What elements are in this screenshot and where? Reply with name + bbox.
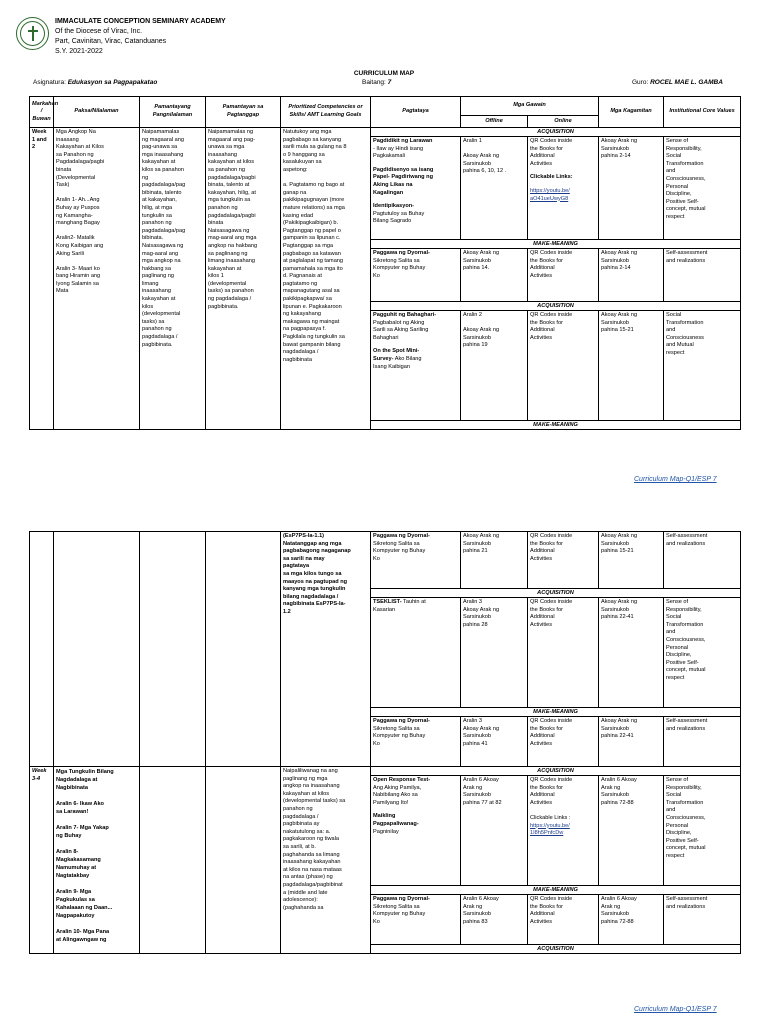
document-title: CURRICULUM MAP (353, 70, 415, 77)
pagtataya-text: - Ilaw ay Hindi isang Pagkakamali (373, 145, 424, 160)
header-prioritized-competencies: Prioritized Competencies or Skills/ AMT Learning Goals (281, 97, 371, 128)
pagtataya-title: Identipikasyon- (373, 203, 415, 210)
school-address: Part, Cavinitan, Virac, Catanduanes (55, 38, 167, 45)
offline-cell: Aralin 6 Akoay Arak ng Sarsinukob pahina 77 at 82 (461, 776, 528, 886)
offline-cell: Aralin 2 Akoay Arak ng Sarsinukob pahina 19 (461, 311, 528, 421)
core-values-cell: Social Transformation and Consciousness and Mutual respect (664, 311, 741, 421)
pagtataya-text: Sikretong Salita sa Kompyuter ng Buhay Ko (373, 903, 426, 925)
offline-cell: Aralin 3 Akoay Arak ng Sarsinukob pahina 41 (461, 717, 528, 767)
youtube-link[interactable]: https://youtu.be/ 1I8h5PnfcDw (530, 822, 570, 837)
curriculum-map-table-page1 (29, 96, 741, 430)
pagtataya-title: Paggawa ng Dyornal- (373, 250, 430, 256)
competency-code: (EsP7PS-Ia-1.1) Natatanggap ang mga pagbabagong nagaganap sa sarili na may pagtataya sa mga kilos tungo sa maayos na pagtupad ng kanyang mga tungkulin bilang nagdadalaga / nagbibinata EsP7PS-Ia- 1.2 (283, 533, 351, 615)
pagtataya-cell (371, 311, 461, 421)
pagtataya-text: Sikretong Salita sa Kompyuter ng Buhay Ko (373, 540, 426, 562)
grade-line (362, 79, 391, 86)
core-values-cell: Sense of Responsibility, Social Transformation and Consciousness, Personal Discipline, Positive Self- concept, mutual respect (664, 776, 741, 886)
core-values-cell: Self-assessment and realizations (664, 895, 741, 945)
prioritized-competencies-cell (281, 532, 371, 767)
school-year: S.Y. 2021-2022 (55, 48, 103, 55)
pagtataya-title: Open Response Test- (373, 777, 431, 783)
paksa-cell-empty (54, 532, 140, 767)
pagtataya-cell (371, 137, 461, 240)
kagamitan-cell: Aralin 6 Akoay Arak ng Sarsinukob pahina 72-88 (599, 895, 664, 945)
subject-label: Asignatura: (33, 79, 66, 86)
subject-line (33, 79, 157, 86)
online-cell: QR Codes inside the Books for Additional Activities (528, 895, 599, 945)
core-values-cell: Sense of Responsibility, Social Transformation and Consciousness, Personal Discipline, Positive Self- concept, mutual respect (664, 598, 741, 708)
pagtataya-text: Pagbabalot ng Aking Sarili sa Aking Sariling Bahaghari (373, 319, 429, 341)
header-core-values: Institutional Core Values (664, 97, 741, 128)
header-pamantayang-pangnilalaman: Pamantayang Pangnilalaman (140, 97, 206, 128)
pagtataya-cell (371, 895, 461, 945)
pamantayang-pangnilalaman-cell: Naipamamalas ng magaaral ang pag-unawa sa mga inaasahang kakayahan at kilos sa panahon ng pagdadalaga/pag bibinata, talento at kakayahan, hilig, at mga tungkulin sa panahon ng pagdadalaga/pag bibinata. Naisasagawa ng mag-aaral ang mga angkop na hakbang sa paglinang ng limang inaasahang kakayahan at kilos (developmental tasks) sa panahon ng pagdadalaga / pagbibinata. (140, 128, 206, 430)
teacher-value: ROCEL MAE L. GAMBA (650, 79, 723, 86)
offline-cell: Aralin 3 Akoay Arak ng Sarsinukob pahina 28 (461, 598, 528, 708)
online-cell: QR Codes inside the Books for Additional Activities (528, 249, 599, 302)
header-markahan: Markahan / Buwan (30, 97, 54, 128)
header-pagtataya: Pagtataya (371, 97, 461, 128)
pagtataya-title: On the Spot Mini- Survey- (373, 348, 420, 362)
prioritized-competencies-cell: Natutukoy ang mga pagbabago sa kanyang sarili mula sa gulang na 8 o 9 hanggang sa kasalukuyan sa aspetong: a. Pagtatamo ng bago at ganap na pakikipagugnayan (more mature relations) sa mga kasing edad (Pakikipagkaibigan) b. Pagtanggap ng papel o gampanin sa lipunan c. Pagtanggap sa mga pagbabago sa katawan at paglalapat ng tamang pamamahala sa mga ito d. Pagnanais at pagtatamo ng mapanagutang asal sa pakikipagkapwa/ sa lipunan e. Pagkakaroon ng kakayahang makagawa ng maingat na pagpapasya f. Pagkilala ng tungkulin sa bawat gampanin bilang nagdadalaga / nagbibinata (281, 128, 371, 430)
online-cell: QR Codes inside the Books for Additional Activities (528, 598, 599, 708)
offline-cell: Akoay Arak ng Sarsinukob pahina 14. (461, 249, 528, 302)
subject-value: Edukasyon sa Pagpapakatao (67, 79, 158, 86)
paksa-cell: Mga Tungkulin Bilang Nagdadalaga at Nagbibinata Aralin 6- Ikaw Ako sa Larawan! Aralin 7- Mga Yakap ng Buhay Aralin 8- Magkakasamang Namumuhay at Nagtatakbay Aralin 9- Mga Pagkukulas sa Kahalaaan ng Daan... Nagpapakutoy Aralin 10- Mga Pana at Alingawngaw ng (54, 767, 140, 954)
pagtataya-text: Pagninilay (373, 828, 399, 835)
pagtanggap-cell-empty (206, 767, 281, 954)
pagtataya-text: Ako Bilang Isang Kaibigan (373, 355, 422, 370)
offline-cell: Aralin 1 Akoay Arak ng Sarsinukob pahina 6, 10, 12 . (461, 137, 528, 240)
teacher-label: Guro: (632, 79, 649, 86)
pagtataya-cell (371, 776, 461, 886)
core-values-cell: Self-assessment and realizations (664, 249, 741, 302)
pagtataya-cell (371, 532, 461, 589)
pagtataya-title: Paggawa ng Dyornal- (373, 533, 430, 539)
pagtataya-text: Sikretong Salita sa Kompyuter ng Buhay Ko (373, 257, 426, 279)
pagtataya-title: Maikling Pagpapaliwanag- (373, 813, 419, 827)
online-text: QR Codes inside the Books for Additional Activities Clickable Links : (530, 777, 573, 821)
pamantayan-sa-pagtanggap-cell: Naipamamalas ng magaaral ang pag- unawa sa mga inaasahang kakayahan at kilos sa panahon ng pagdadalaga/pagbi binata, talento at kakayahan, hilig, at mga tungkulin sa panahon ng pagdadalaga/pagbi binata Naisasagawa ng mag-aaral ang mga angkop na hakbang sa paglinang ng limang inaasahang kakayahan at kilos 1 (developmental tasks) sa panahon ng pagdadalaga / pagbibinata. (206, 128, 281, 430)
pagtataya-title: Paggawa ng Dyornal- (373, 718, 430, 724)
kagamitan-cell: Akoay Arak ng Sarsinukob pahina 2-14 (599, 137, 664, 240)
pagtataya-title: Paggawa ng Dyornal- (373, 896, 430, 902)
pagtataya-title: TSEKLIST- (373, 599, 402, 605)
youtube-link[interactable]: https://youtu.be/ aO41ueUwyG8 (530, 187, 570, 202)
online-cell: QR Codes inside the Books for Additional Activities (528, 717, 599, 767)
band-acquisition: ACQUISITION (371, 767, 741, 776)
band-make-meaning: MAKE-MEANING (371, 708, 741, 717)
kagamitan-cell: Akoay Arak ng Sarsinukob pahina 15-21 (599, 532, 664, 589)
online-text: QR Codes inside the Books for Additional Activities (530, 138, 573, 167)
band-acquisition: ACQUISITION (371, 302, 741, 311)
pagtataya-title: Pagdidisenyo sa isang Papel- Pagdiriwang ng Aking Likas na Kagalingan (373, 166, 434, 196)
pagtataya-title: Pagdidikit ng Larawan (373, 138, 433, 144)
core-values-cell: Sense of Responsibility, Social Transformation and Consciousness, Personal Discipline, Positive Self- concept, mutual respect (664, 137, 741, 240)
week-cell: Week 1 and 2 (30, 128, 54, 430)
week-cell-empty (30, 532, 54, 767)
page1-footer: Curriculum Map-Q1/ESP 7 (634, 476, 717, 483)
band-make-meaning: MAKE-MEANING (371, 421, 741, 430)
pagtataya-text: Sikretong Salita sa Kompyuter ng Buhay Ko (373, 725, 426, 747)
header-pamantayan-sa-pagtanggap: Pamantayan sa Pagtanggap (206, 97, 281, 128)
pagtataya-text: Pagtutuloy sa Buhay Bilang Sagrado (373, 210, 425, 225)
pagtataya-title: Pagguhit ng Bahaghari- (373, 312, 437, 318)
pagtataya-text: Tauhin at Kasarian (373, 599, 426, 613)
kagamitan-cell: Akoay Arak ng Sarsinukob pahina 22-41 (599, 598, 664, 708)
pamantayang-cell-empty (140, 767, 206, 954)
kagamitan-cell: Akoay Arak ng Sarsinukob pahina 2-14 (599, 249, 664, 302)
pagtataya-cell (371, 249, 461, 302)
header-offline: Offline (461, 116, 528, 128)
school-seal-logo (16, 17, 49, 50)
grade-label: Baitang: (362, 79, 386, 86)
teacher-line (632, 79, 723, 86)
offline-cell: Akoay Arak ng Sarsinukob pahina 21 (461, 532, 528, 589)
kagamitan-cell: Akoay Arak ng Sarsinukob pahina 15-21 (599, 311, 664, 421)
page2-footer: Curriculum Map-Q1/ESP 7 (634, 1006, 717, 1013)
kagamitan-cell: Aralin 6 Akoay Arak ng Sarsinukob pahina 72-88 (599, 776, 664, 886)
school-diocese: Of the Diocese of Virac, Inc. (55, 28, 143, 35)
paksa-cell: Mga Angkop Na inaasang Kakayahan at Kilos sa Panahon ng Pagdadalaga/pagbi binata (Developmental Task) Aralin 1- Ah...Ang Buhay ay Puspos ng Kamangha- manghang Bagay Aralin2- Matalik Kong Kaibigan ang Aking Sarili Aralin 3- Maari ko bang Hiramin ang Iyong Salamin sa Mata (54, 128, 140, 430)
kagamitan-cell: Akoay Arak ng Sarsinukob pahina 22-41 (599, 717, 664, 767)
curriculum-map-table-page2 (29, 531, 741, 954)
pagtataya-cell (371, 598, 461, 708)
online-cell: QR Codes inside the Books for Additional Activities (528, 311, 599, 421)
clickable-links-label: Clickable Links: (530, 174, 573, 181)
band-acquisition: ACQUISITION (371, 589, 741, 598)
pagtanggap-cell-empty (206, 532, 281, 767)
band-make-meaning: MAKE-MEANING (371, 240, 741, 249)
online-cell (528, 776, 599, 886)
header-online: Online (528, 116, 599, 128)
band-acquisition: ACQUISITION (371, 128, 741, 137)
pagtataya-text: Ang Aking Pamilya, Nabibilang Ako sa Pamilyang Ito! (373, 784, 422, 806)
pagtataya-cell (371, 717, 461, 767)
grade-value: 7 (387, 79, 392, 86)
pamantayang-cell-empty (140, 532, 206, 767)
header-mga-gawain: Mga Gawain (461, 97, 599, 116)
prioritized-competencies-cell: Naipaliliwanag na ang paglinang ng mga angkop na inaasahang kakayahan at kilos (developmental tasks) sa panahon ng pagdadalaga / pagbibinata ay nakatutulong sa: a. pagkakaroon ng tiwala sa sarili, at b. paghahanda sa limang inaasahang kakayahan at kilos na nasa mataas na antas (phase) ng pagdadalaga/pagbibinat a (middle and late adolescence): (paghahanda sa (281, 767, 371, 954)
band-make-meaning: MAKE-MEANING (371, 886, 741, 895)
core-values-cell: Self-assessment and realizations (664, 717, 741, 767)
online-cell (528, 137, 599, 240)
core-values-cell: Self-assessment and realizations (664, 532, 741, 589)
band-acquisition: ACQUISITION (371, 945, 741, 954)
school-name: IMMACULATE CONCEPTION SEMINARY ACADEMY (55, 18, 226, 25)
online-cell: QR Codes inside the Books for Additional Activities (528, 532, 599, 589)
offline-cell: Aralin 6 Akoay Arak ng Sarsinukob pahina 83 (461, 895, 528, 945)
header-mga-kagamitan: Mga Kagamitan (599, 97, 664, 128)
week-cell: Week 3-4 (30, 767, 54, 954)
pagtataya-survey (373, 348, 458, 371)
header-paksa: Paksa/Nilalaman (54, 97, 140, 128)
